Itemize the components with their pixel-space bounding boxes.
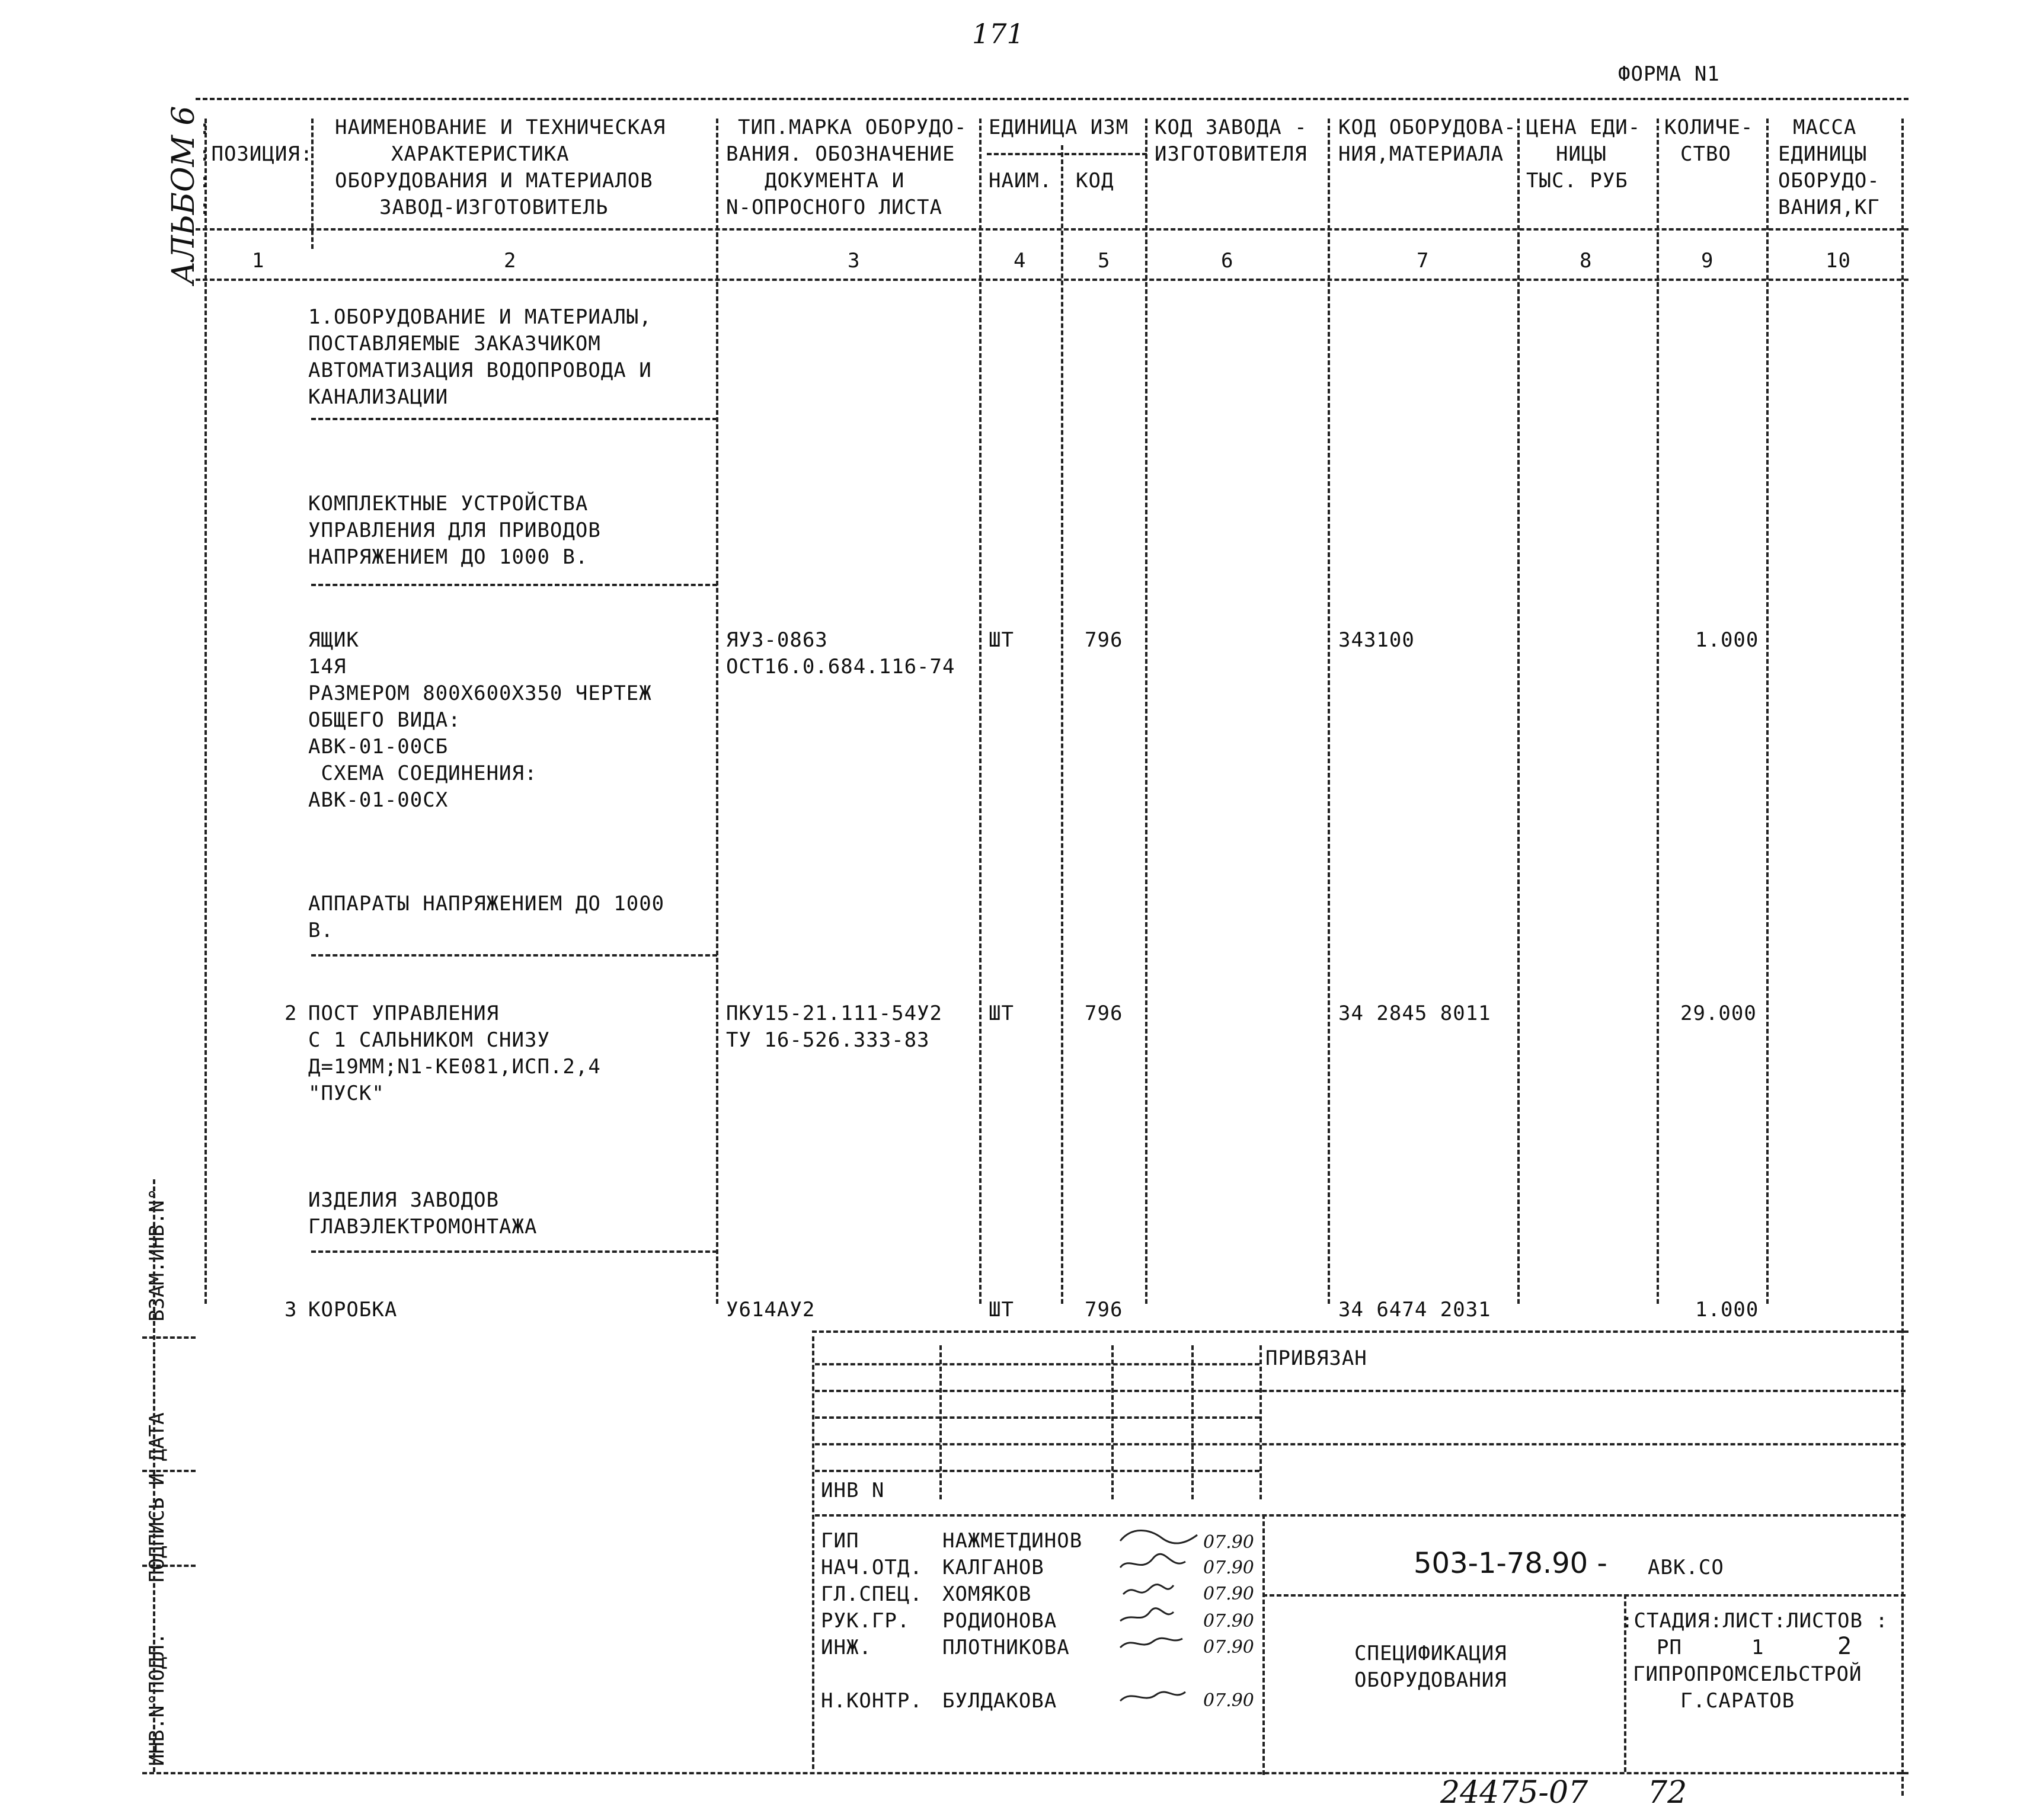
- stamp-name: БУЛДАКОВА: [942, 1689, 1057, 1713]
- stamp-date: 07.90: [1203, 1532, 1254, 1553]
- col-num-7: 7: [1417, 249, 1430, 273]
- page-number: 171: [972, 18, 1024, 50]
- col-sep-9: [1766, 119, 1769, 1304]
- side-border: [153, 1179, 155, 1772]
- row-unit: ШТ: [989, 1002, 1014, 1025]
- col-num-1: 1: [252, 249, 265, 273]
- row-name-line: "ПУСК": [308, 1082, 385, 1105]
- stamp-date: 07.90: [1203, 1690, 1254, 1711]
- row-quantity: 29.000: [1680, 1002, 1757, 1025]
- stamp-name: КАЛГАНОВ: [942, 1556, 1044, 1579]
- row-name-line: ИЗДЕЛИЯ ЗАВОДОВ: [308, 1188, 500, 1212]
- privyazan-label: ПРИВЯЗАН: [1265, 1346, 1367, 1370]
- sheet-value: 1: [1751, 1636, 1764, 1659]
- numbers-bottom-border: [196, 279, 1908, 281]
- stamp-role: ИНЖ.: [821, 1636, 872, 1659]
- row-name-line: АВК-01-00СХ: [308, 788, 449, 812]
- col-sep-8: [1657, 119, 1659, 1304]
- header-col5: КОД: [1076, 169, 1114, 193]
- stamp-date: 07.90: [1203, 1584, 1254, 1604]
- row-name-line: В.: [308, 919, 334, 942]
- row-name-line: АВК-01-00СБ: [308, 735, 449, 759]
- col-sep-4: [1061, 145, 1063, 1304]
- row-position: 3: [284, 1298, 298, 1322]
- row-equipment-code: 34 6474 2031: [1338, 1298, 1491, 1322]
- designation: 503-1-78.90 -: [1414, 1547, 1607, 1580]
- col-num-6: 6: [1221, 249, 1234, 273]
- row-unit-code: 796: [1085, 1002, 1123, 1025]
- row-name-line: УПРАВЛЕНИЯ ДЛЯ ПРИВОДОВ: [308, 519, 601, 542]
- stamp-role: ГЛ.СПЕЦ.: [821, 1582, 923, 1606]
- stamp-name: НАЖМЕТДИНОВ: [942, 1529, 1083, 1553]
- side-album-label: АЛЬБОМ 6: [166, 105, 202, 284]
- header-col4: НАИМ.: [989, 169, 1053, 193]
- row-unit-code: 796: [1085, 1298, 1123, 1322]
- sheets-value: 2: [1837, 1633, 1853, 1660]
- row-separator: [311, 584, 717, 586]
- stamp-role: РУК.ГР.: [821, 1609, 910, 1633]
- row-position: 2: [284, 1002, 298, 1025]
- row-name-line: КАНАЛИЗАЦИИ: [308, 385, 449, 409]
- stamp-role: НАЧ.ОТД.: [821, 1556, 923, 1579]
- row-type: ТУ 16-526.333-83: [726, 1028, 930, 1052]
- stamp-name: РОДИОНОВА: [942, 1609, 1057, 1633]
- row-unit-code: 796: [1085, 628, 1123, 652]
- table-bottom-border: [142, 1772, 1908, 1774]
- row-type: У614АУ2: [726, 1298, 816, 1322]
- row-name-line: ОБЩЕГО ВИДА:: [308, 708, 461, 732]
- stamp-name: ПЛОТНИКОВА: [942, 1636, 1070, 1659]
- side-field-signature: ПОДПИСЬ И ДАТА: [145, 1412, 169, 1582]
- stamp-date: 07.90: [1203, 1557, 1254, 1578]
- col-num-8: 8: [1580, 249, 1593, 273]
- col-num-5: 5: [1098, 249, 1111, 273]
- row-name-line: ЯЩИК: [308, 628, 359, 652]
- row-name-line: 1.ОБОРУДОВАНИЕ И МАТЕРИАЛЫ,: [308, 305, 652, 329]
- document-title-line: ОБОРУДОВАНИЯ: [1354, 1668, 1507, 1692]
- stamp-role: Н.КОНТР.: [821, 1689, 923, 1713]
- organization: ГИПРОПРОМСЕЛЬСТРОЙ: [1633, 1662, 1862, 1686]
- designation-suffix: АВК.СО: [1648, 1556, 1724, 1579]
- row-equipment-code: 34 2845 8011: [1338, 1002, 1491, 1025]
- header-unit-group: ЕДИНИЦА ИЗМ: [989, 116, 1129, 139]
- col-num-4: 4: [1014, 249, 1027, 273]
- row-name-line: ПОСТ УПРАВЛЕНИЯ: [308, 1002, 500, 1025]
- row-name-line: РАЗМЕРОМ 800Х600Х350 ЧЕРТЕЖ: [308, 682, 652, 705]
- col-sep-7: [1517, 119, 1520, 1304]
- form-label: ФОРМА N1: [1618, 62, 1720, 86]
- col-sep-2: [716, 119, 718, 1304]
- col-num-3: 3: [848, 249, 861, 273]
- side-field-inv: ИНВ.N°ПОДЛ.: [145, 1632, 169, 1766]
- table-top-border: [196, 98, 1908, 100]
- row-name-line: С 1 САЛЬНИКОМ СНИЗУ: [308, 1028, 550, 1052]
- row-separator: [311, 418, 717, 420]
- row-name-line: СХЕМА СОЕДИНЕНИЯ:: [308, 762, 538, 785]
- row-type: ЯУЗ-0863: [726, 628, 828, 652]
- col-sep-0: [204, 119, 207, 1304]
- row-equipment-code: 343100: [1338, 628, 1415, 652]
- stage-header: :СТАДИЯ:ЛИСТ:ЛИСТОВ :: [1621, 1609, 1888, 1633]
- header-unit-split: [987, 153, 1147, 155]
- row-separator: [311, 954, 717, 957]
- row-name-line: АВТОМАТИЗАЦИЯ ВОДОПРОВОДА И: [308, 359, 652, 382]
- col-num-9: 9: [1701, 249, 1714, 273]
- row-name-line: КОРОБКА: [308, 1298, 398, 1322]
- stamp-date: 07.90: [1203, 1637, 1254, 1658]
- footer-handwritten-page: 72: [1648, 1775, 1687, 1811]
- col-num-10: 10: [1826, 249, 1851, 273]
- side-sep-2: [142, 1470, 196, 1472]
- row-name-line: ПОСТАВЛЯЕМЫЕ ЗАКАЗЧИКОМ: [308, 332, 601, 356]
- row-separator: [311, 1250, 717, 1253]
- stamp-name: ХОМЯКОВ: [942, 1582, 1032, 1606]
- row-name-line: ГЛАВЭЛЕКТРОМОНТАЖА: [308, 1215, 538, 1239]
- side-sep-1: [142, 1336, 196, 1339]
- row-name-line: НАПРЯЖЕНИЕМ ДО 1000 В.: [308, 545, 589, 569]
- row-unit: ШТ: [989, 1298, 1014, 1322]
- row-type: ОСТ16.0.684.116-74: [726, 655, 955, 679]
- city: Г.САРАТОВ: [1680, 1689, 1795, 1713]
- header-bottom-border: [196, 228, 1908, 231]
- row-unit: ШТ: [989, 628, 1014, 652]
- col-sep-10: [1901, 119, 1904, 1796]
- col-sep-6: [1328, 119, 1330, 1304]
- row-quantity: 1.000: [1695, 1298, 1759, 1322]
- row-type: ПКУ15-21.111-54У2: [726, 1002, 942, 1025]
- document-title-line: СПЕЦИФИКАЦИЯ: [1354, 1642, 1507, 1665]
- row-name-line: 14Я: [308, 655, 347, 679]
- inv-number-label: ИНВ N: [821, 1479, 885, 1502]
- col-sep-3: [979, 119, 982, 1304]
- col-sep-5: [1145, 119, 1147, 1304]
- col-num-2: 2: [504, 249, 517, 273]
- stamp-role: ГИП: [821, 1529, 859, 1553]
- row-name-line: КОМПЛЕКТНЫЕ УСТРОЙСТВА: [308, 492, 589, 516]
- stage-value: РП: [1657, 1636, 1682, 1659]
- row-name-line: АППАРАТЫ НАПРЯЖЕНИЕМ ДО 1000: [308, 892, 665, 916]
- footer-handwritten-number: 24475-07: [1440, 1775, 1588, 1811]
- side-field-replace: ВЗАМ.ИНВ.N°: [145, 1188, 169, 1322]
- row-quantity: 1.000: [1695, 628, 1759, 652]
- side-sep-3: [142, 1565, 196, 1567]
- row-name-line: Д=19ММ;N1-КЕ081,ИСП.2,4: [308, 1055, 601, 1079]
- stamp-date: 07.90: [1203, 1611, 1254, 1632]
